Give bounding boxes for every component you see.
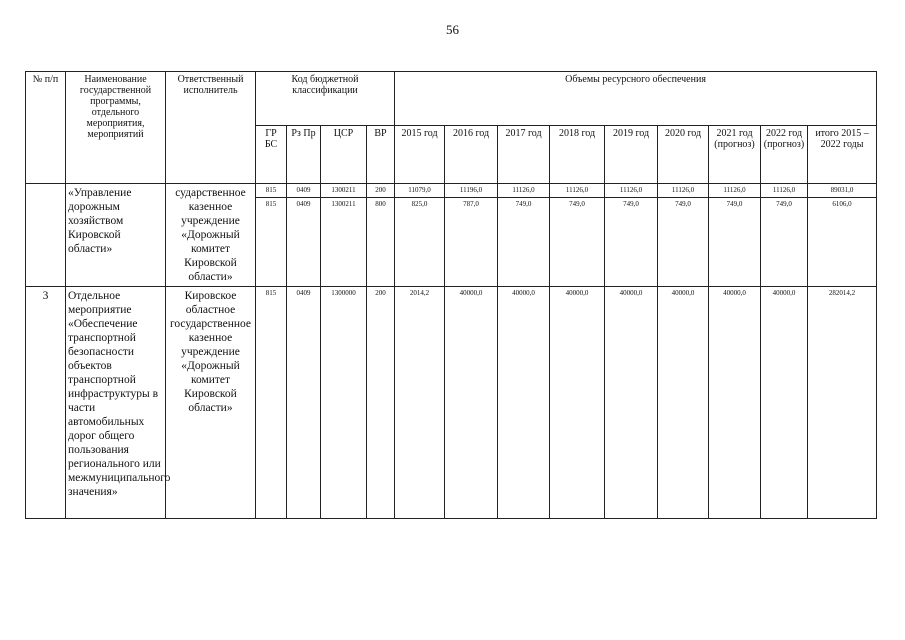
cell-value: 11126,0 xyxy=(761,184,808,198)
row-name: Отдельное мероприятие «Обеспечение транспортной безопасности объектов транспортной инфраструктуры в части автомобильных дорог общего пользования регионального или межмуниципального значения» xyxy=(66,287,166,519)
cell-value: 40000,0 xyxy=(658,287,709,519)
cell-grbs: 815 xyxy=(256,287,287,519)
header-name: Наименование государственной программы, отдельного мероприятия, мероприятий xyxy=(66,72,166,184)
header-year: 2017 год xyxy=(498,126,550,184)
cell-value: 40000,0 xyxy=(550,287,605,519)
cell-vr: 200 xyxy=(367,184,395,198)
header-year: 2019 год xyxy=(605,126,658,184)
cell-value: 40000,0 xyxy=(498,287,550,519)
cell-total: 282014,2 xyxy=(808,287,877,519)
cell-rzpr: 0409 xyxy=(287,287,321,519)
header-year: 2022 год (прогноз) xyxy=(761,126,808,184)
row-name: «Управление дорожным хозяйством Кировской области» xyxy=(66,184,166,287)
cell-value: 11126,0 xyxy=(550,184,605,198)
header-resources: Объемы ресурсного обеспечения xyxy=(395,72,877,126)
cell-value: 11126,0 xyxy=(498,184,550,198)
cell-value: 40000,0 xyxy=(709,287,761,519)
cell-value: 749,0 xyxy=(550,198,605,287)
cell-total: 89031,0 xyxy=(808,184,877,198)
cell-value: 749,0 xyxy=(761,198,808,287)
row-executor: Кировское областное государственное казенное учреждение «Дорожный комитет Кировской области» xyxy=(166,287,256,519)
row-num: 3 xyxy=(26,287,66,519)
cell-vr: 200 xyxy=(367,287,395,519)
header-total: итого 2015 – 2022 годы xyxy=(808,126,877,184)
cell-value: 787,0 xyxy=(445,198,498,287)
cell-vr: 800 xyxy=(367,198,395,287)
cell-rzpr: 0409 xyxy=(287,184,321,198)
cell-value: 11079,0 xyxy=(395,184,445,198)
cell-value: 40000,0 xyxy=(445,287,498,519)
cell-value: 11126,0 xyxy=(658,184,709,198)
header-rzpr: Рз Пр xyxy=(287,126,321,184)
header-year: 2018 год xyxy=(550,126,605,184)
header-year: 2021 год (прогноз) xyxy=(709,126,761,184)
header-csr: ЦСР xyxy=(321,126,367,184)
cell-csr: 1300211 xyxy=(321,198,367,287)
cell-value: 11126,0 xyxy=(605,184,658,198)
cell-value: 11196,0 xyxy=(445,184,498,198)
cell-rzpr: 0409 xyxy=(287,198,321,287)
header-executor: Ответственный исполнитель xyxy=(166,72,256,184)
cell-value: 749,0 xyxy=(658,198,709,287)
header-budget-code: Код бюджетной классификации xyxy=(256,72,395,126)
header-grbs: ГР БС xyxy=(256,126,287,184)
cell-grbs: 815 xyxy=(256,184,287,198)
cell-csr: 1300211 xyxy=(321,184,367,198)
cell-value: 11126,0 xyxy=(709,184,761,198)
cell-grbs: 815 xyxy=(256,198,287,287)
cell-csr: 1300000 xyxy=(321,287,367,519)
row-executor: сударственное казенное учреждение «Дорожный комитет Кировской области» xyxy=(166,184,256,287)
cell-value: 40000,0 xyxy=(761,287,808,519)
header-num: № п/п xyxy=(26,72,66,184)
cell-value: 40000,0 xyxy=(605,287,658,519)
header-year: 2015 год xyxy=(395,126,445,184)
row-num xyxy=(26,184,66,287)
table-row xyxy=(26,287,877,519)
cell-value: 749,0 xyxy=(605,198,658,287)
cell-value: 749,0 xyxy=(709,198,761,287)
cell-value: 749,0 xyxy=(498,198,550,287)
cell-total: 6106,0 xyxy=(808,198,877,287)
header-year: 2016 год xyxy=(445,126,498,184)
cell-value: 825,0 xyxy=(395,198,445,287)
page-number: 56 xyxy=(446,22,459,37)
resource-table xyxy=(25,71,877,519)
cell-value: 2014,2 xyxy=(395,287,445,519)
header-year: 2020 год xyxy=(658,126,709,184)
header-vr: ВР xyxy=(367,126,395,184)
table-row xyxy=(26,184,877,198)
